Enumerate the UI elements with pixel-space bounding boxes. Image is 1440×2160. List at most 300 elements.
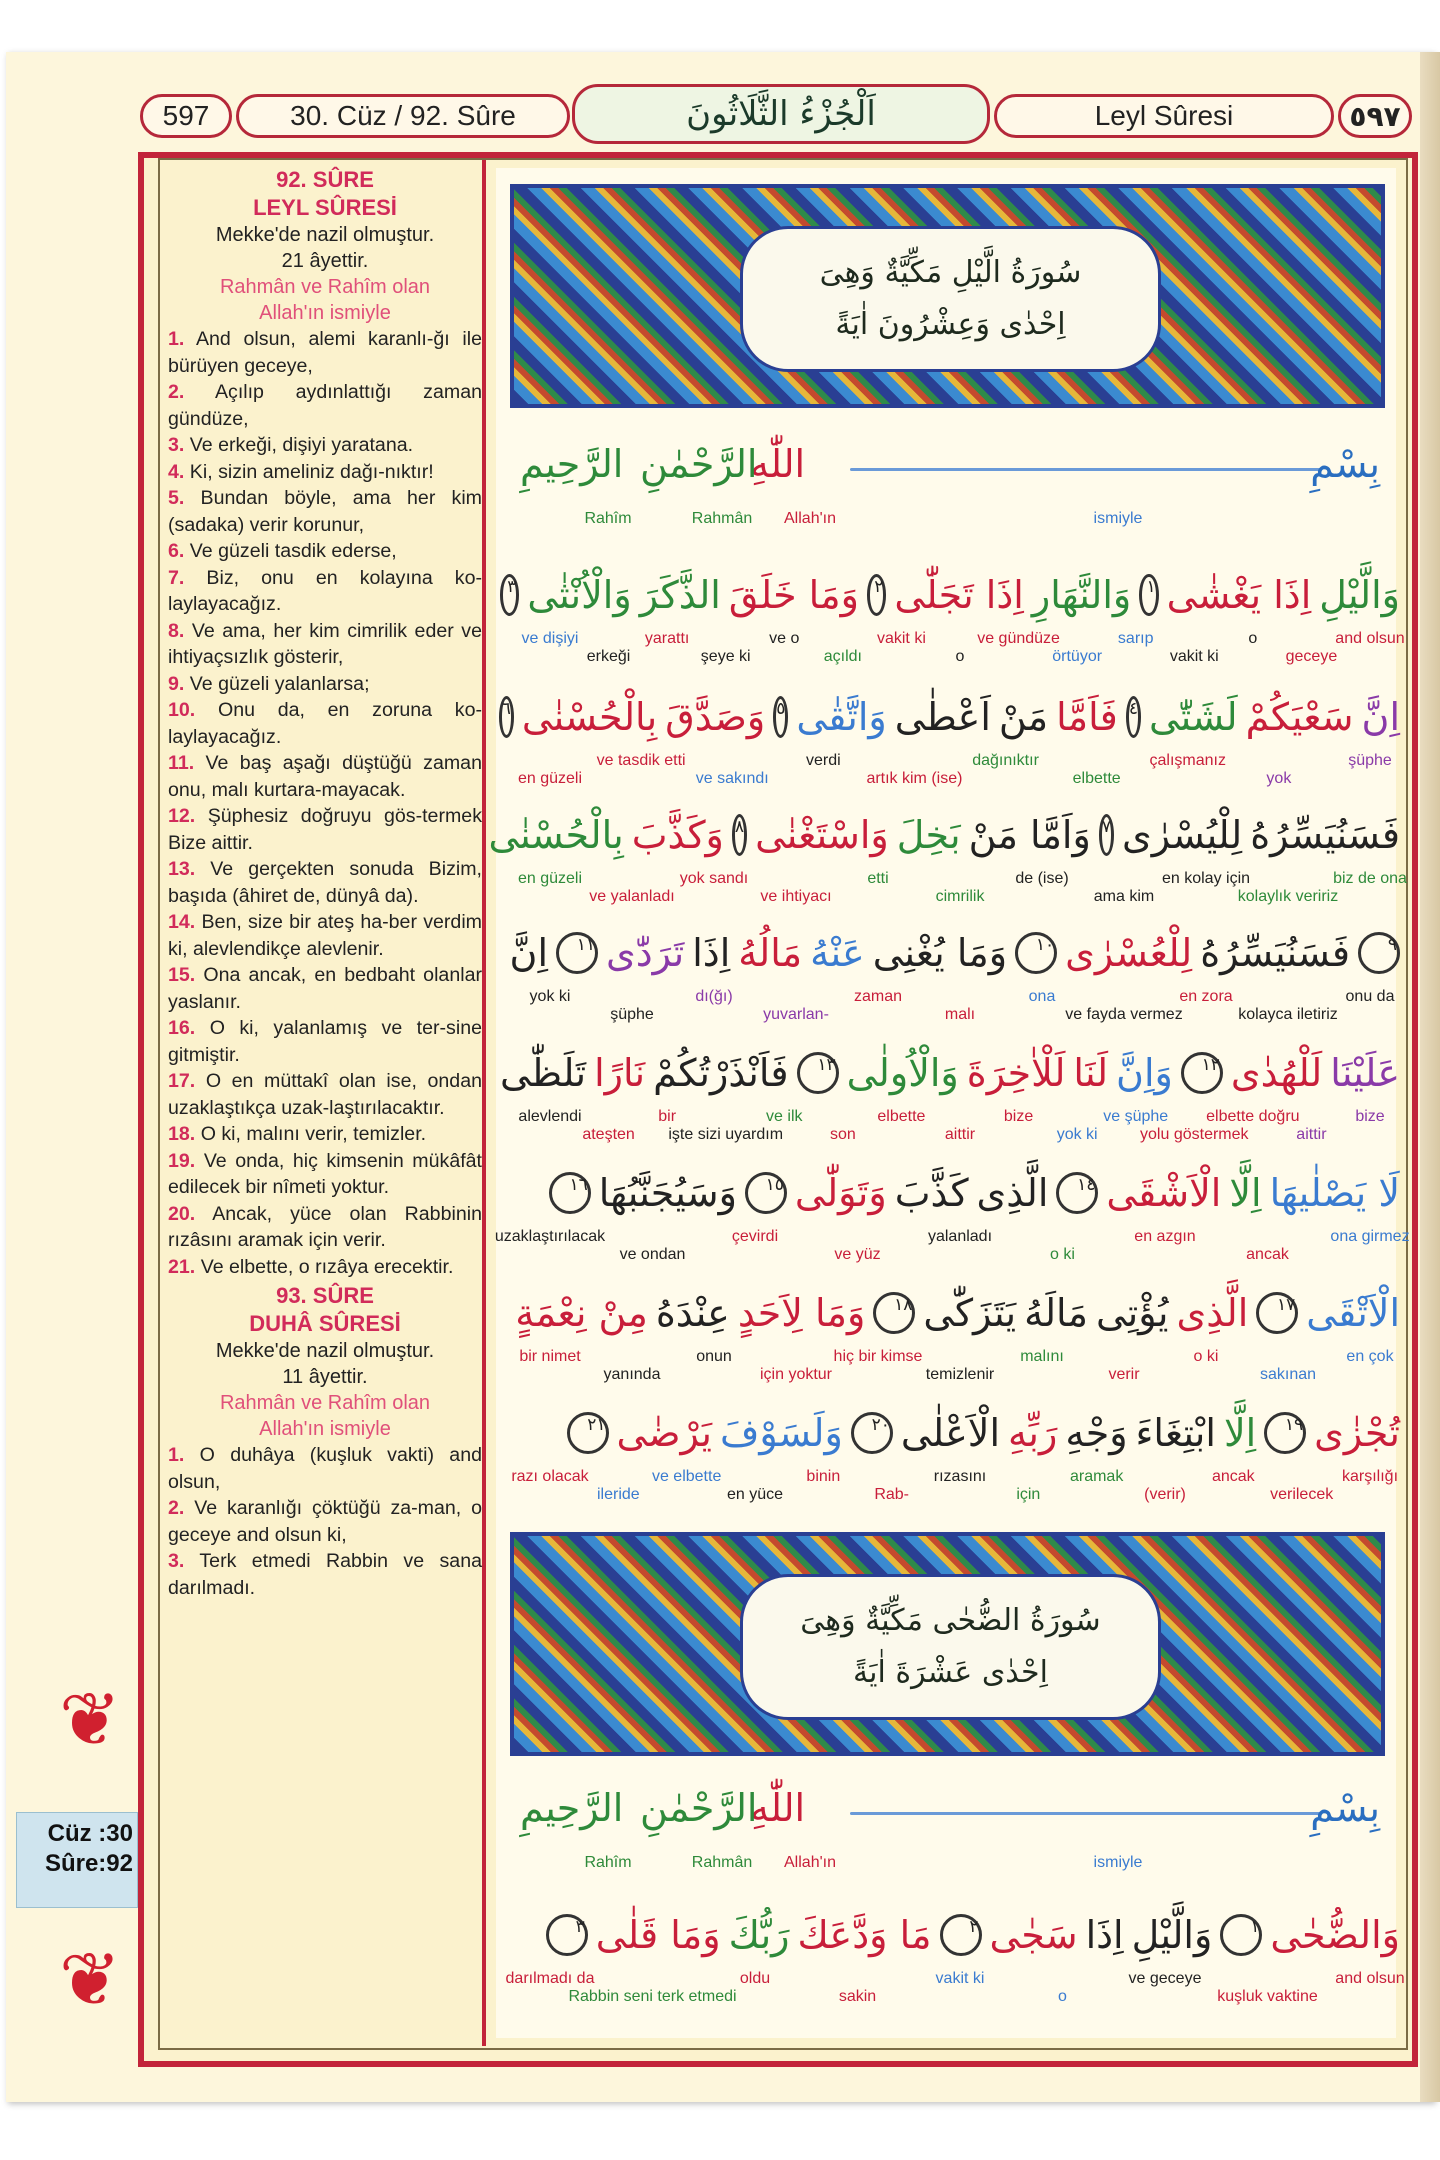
word-translation: son [829,1126,856,1143]
interlinear-translation-line [500,1348,1400,1398]
ayah-number-marker: ١٢ [1181,1052,1223,1094]
interlinear-translation-line [500,988,1400,1038]
arabic-word: فَاَنْذَرْتُكُمْ [653,1051,789,1095]
arabic-word: مَنْ [998,695,1049,739]
verse-translation [168,1548,482,1601]
word-translation: açıldı [823,648,862,665]
word-translation: bize [1003,1108,1034,1125]
verse-translation [168,459,482,486]
basmala-tr-rahim: Rahîm [584,510,632,527]
word-translation: kolayca iletiriz [1238,1006,1338,1023]
verse-translation [168,326,482,379]
verse-number: 2. [168,1497,185,1519]
arabic-verse-line [500,1158,1400,1228]
arabic-word: وَاتَّقٰى [796,695,887,739]
word-translation: ancak [1246,1246,1289,1263]
verse-translation [168,1254,482,1281]
sura92-banner-line1: سُورَةُ الَّيْلِ مَكِّيَّةٌ وَهِىَ [819,255,1082,290]
arabic-word: مَالُهُ [738,931,803,975]
sura92-banner [510,184,1385,408]
word-translation: ve fayda vermez [1065,1006,1183,1023]
word-translation: verilecek [1270,1486,1334,1503]
arabic-word: وَلَسَوْفَ [720,1411,843,1455]
word-translation: verir [1108,1366,1140,1383]
word-translation: dağınıktır [972,752,1039,769]
basmala-bism: بِسْمِ [1310,1786,1380,1830]
word-translation: yok ki [1056,1126,1098,1143]
arabic-word: وَمَا خَلَقَ [728,573,859,617]
verse-translation [168,909,482,962]
arabic-word: فَاَمَّا [1056,695,1118,739]
header-juz-arabic-text: اَلْجُزْءُ الثَّلَاثُونَ [686,94,876,134]
verse-translation [168,379,482,432]
word-translation: ve ilk [766,1108,803,1125]
word-translation: ileride [596,1486,640,1503]
arabic-word: وَاِنَّ [1116,1051,1173,1095]
word-translation: ve dişiyi [521,630,579,647]
sura92-meta-count: 21 âyettir. [281,250,369,272]
arabic-word: اِلَّا [1229,1171,1262,1215]
arabic-word: الَّذِى [1176,1291,1249,1335]
sura93-banner-cartouche [740,1574,1161,1720]
verse-translation [168,1068,482,1121]
arabic-word: الْاَشْقَى [1106,1171,1222,1215]
translation-column [168,162,482,2034]
word-translation: ama kim [1093,888,1155,905]
arabic-word: تَرَدّٰى [606,931,685,975]
header-cuz-sure-text: 30. Cüz / 92. Sûre [290,100,516,131]
arabic-word: الذَّكَرَ [639,573,721,617]
arabic-word: اِذَا يَغْشٰى [1166,573,1312,617]
header-sure-name [994,94,1334,138]
verse-text: Biz, onu en kolayına ko-laylayacağız. [168,566,482,615]
arabic-word: لِلْعُسْرٰى [1065,931,1193,975]
basmala-stroke [850,1812,1320,1815]
arabic-word: وَمَا لِاَحَدٍ [737,1291,866,1335]
verse-text: Bundan böyle, ama her kim (sadaka) verir korunur, [168,487,482,536]
word-translation: yuvarlan- [763,1006,829,1023]
basmala-92 [510,436,1390,506]
word-translation: hiç bir kimse [833,1348,923,1365]
arabic-word: اِنَّ [509,931,549,975]
verse-translation [168,1015,482,1068]
ayah-number-marker: ١١ [556,932,598,974]
word-translation: en güzeli [517,870,583,887]
word-translation: Rab- [874,1486,909,1503]
verse-number: 11. [168,752,195,774]
word-translation: bir [658,1108,677,1125]
basmala-rahman: الرَّحْمٰنِ [640,1786,758,1830]
arabic-verse-line [500,1398,1400,1468]
word-translation: erkeği [586,648,631,665]
interlinear-translation-line [500,870,1407,920]
word-translation: vakit ki [876,630,926,647]
arabic-word: اِذَا [1085,1913,1124,1957]
basmala-bism: بِسْمِ [1310,442,1380,486]
ayah-number-marker: ٢٠ [851,1412,893,1454]
arabic-word: رَبِّهِ [1008,1411,1058,1455]
arabic-word: سَجٰى [989,1913,1078,1957]
word-translation: onun [696,1348,732,1365]
word-translation: yok [1266,770,1292,787]
word-translation: vakit ki [935,1970,985,1987]
arabic-word: فَسَنُيَسِّرُهُ [1200,931,1350,975]
arabic-word: عِنْدَهُ [655,1291,730,1335]
word-translation: cimrilik [935,888,985,905]
arabic-verse-line [500,1278,1400,1348]
arabic-word: يَتَزَكّٰى [923,1291,1017,1335]
word-translation: ve yalanladı [589,888,675,905]
basmala-92-translation [500,510,1400,560]
basmala-allah: اللّٰهِ [750,1786,806,1830]
verse-translation [168,565,482,618]
basmala-tr-ismiyle: ismiyle [1093,1854,1143,1871]
word-translation: yok sandı [679,870,749,887]
tab-cuz: Cüz :30 [47,1820,133,1847]
arabic-word: وَالَّيْلِ [1131,1913,1213,1957]
word-translation: ona [1028,988,1056,1005]
word-translation: dı(ğı) [695,988,733,1005]
ayah-number-marker: ١ [1139,574,1158,616]
ayah-number-marker: ٢ [940,1914,982,1956]
arabic-word: عَلَيْنَا [1330,1051,1400,1095]
basmala-tr-allah: Allah'ın [784,510,836,527]
ayah-number-marker: ١ [1220,1914,1262,1956]
word-translation: bize [1355,1108,1385,1125]
verse-translation [168,538,482,565]
word-translation: en kolay için [1161,870,1251,887]
word-translation: ateşten [582,1126,635,1143]
verse-text: Ve güzeli tasdik ederse, [189,540,397,562]
sura92-meta-place: Mekke'de nazil olmuştur. [215,224,435,246]
cuz-sure-tab[interactable] [16,1812,138,1908]
word-translation: and olsun [1335,1970,1405,1987]
verse-translation [168,750,482,803]
floral-ornament-icon: ❦ [58,1937,121,2023]
word-translation: artık kim (ise) [866,770,963,787]
verse-number: 9. [168,672,185,695]
ayah-number-marker: ٤ [1126,696,1141,738]
sura92-verse-list [168,326,482,1280]
verse-text: Şüphesiz doğruyu gös-termek Bize aittir. [168,805,482,854]
arabic-word: لَلْاٰخِرَةَ [966,1051,1066,1095]
verse-number: 16. [168,1017,196,1039]
arabic-word: يُؤْتِى [1096,1291,1169,1335]
sura92-name: LEYL SÛRESİ [253,195,397,220]
arabic-word: وَالْاُنْثٰى [527,573,632,617]
basmala-93 [510,1780,1390,1850]
verse-number: 1. [168,328,185,350]
arabic-verse-line [500,1038,1400,1108]
page-number-right [1338,94,1412,138]
verse-number: 6. [168,540,185,562]
basmala-93-translation [500,1854,1400,1904]
word-translation: sarıp [1117,630,1154,647]
word-translation: yok ki [529,988,571,1005]
word-translation: aittir [1296,1126,1327,1143]
arabic-word: الَّذِى [976,1171,1049,1215]
arabic-verse-line [488,800,1400,870]
arabic-word: بِالْحُسْنٰى [488,813,624,857]
verse-text: Ve onda, hiç kimsenin mükâfât edilecek bir nîmeti yoktur. [168,1149,482,1198]
verse-text: Ve güzeli yalanlarsa; [189,672,370,695]
word-translation: o [955,648,965,665]
verse-text: Ben, size bir ateş ha-ber verdim ki, alevlendikçe alevlenir. [168,911,482,960]
word-translation: o ki [1193,1348,1219,1365]
arabic-word: لَا يَصْلٰيهَا [1269,1171,1400,1215]
header-juz-arabic [572,84,990,144]
arabic-word: الْاَتْقَى [1306,1291,1400,1335]
arabic-word: وَالضُّحٰى [1270,1913,1400,1957]
verse-number: 12. [168,805,196,827]
sura92-banner-cartouche [740,226,1161,372]
ayah-number-marker: ٣ [546,1914,588,1956]
interlinear-translation-line [500,630,1405,680]
ayah-number-marker: ٦ [499,696,514,738]
ayah-number-marker: ١٤ [1056,1172,1098,1214]
arabic-word: بَخِلَ [896,813,961,857]
word-translation: çalışmanız [1149,752,1226,769]
basmala-tr-allah: Allah'ın [784,1854,836,1871]
ayah-number-marker: ٢١ [567,1412,609,1454]
page-number-left [140,94,232,138]
ayah-number-marker: ١٧ [1256,1292,1298,1334]
arabic-word: اِذَا [692,931,731,975]
arabic-word: وَكَذَّبَ [631,813,724,857]
ayah-number-marker: ١٩ [1264,1412,1306,1454]
word-translation: ona girmez [1330,1228,1410,1245]
verse-text: Ki, sizin ameliniz dağı-nıktır! [189,460,434,483]
ayah-number-marker: ٥ [773,696,788,738]
ayah-number-marker: ١٣ [797,1052,839,1094]
word-translation: işte sizi uyardım [668,1126,784,1143]
sura93-banner-line1: سُورَةُ الضُّحٰى مَكِّيَّةٌ وَهِىَ [800,1603,1101,1638]
arabic-word: عَنْهُ [810,931,865,975]
arabic-word: وَمَا قَلٰى [595,1913,721,1957]
basmala-tr-rahim: Rahîm [584,1854,632,1871]
word-translation: örtüyor [1052,648,1103,665]
header-sure-name-text: Leyl Sûresi [1094,100,1234,131]
verse-translation [168,1148,482,1201]
verse-translation [168,485,482,538]
word-translation: yalanladı [927,1228,993,1245]
verse-number: 2. [168,381,185,403]
sura93-verse-list [168,1442,482,1601]
word-translation: alevlendi [518,1108,582,1125]
word-translation: bir nimet [519,1348,581,1365]
verse-translation [168,618,482,671]
basmala-tr-rahman: Rahmân [691,510,753,527]
word-translation: (verir) [1144,1486,1186,1503]
verse-number: 19. [168,1149,196,1172]
word-translation: oldu [739,1970,771,1987]
arabic-verse-line [500,560,1400,630]
arabic-word: وَصَدَّقَ [665,695,766,739]
word-translation: ve ondan [619,1246,686,1263]
verse-text: Ve karanlığı çöktüğü za-man, o geceye and olsun ki, [168,1497,482,1546]
arabic-word: كَذَّبَ [894,1171,969,1215]
verse-translation [168,1495,482,1548]
verse-number: 10. [168,699,196,721]
word-translation: verdi [805,752,841,769]
verse-text: Ancak, yüce olan Rabbinin rızâsını aramak için verir. [168,1202,482,1251]
word-translation: geceye [1285,648,1338,665]
word-translation: çevirdi [731,1228,779,1245]
arabic-word: تُجْزٰى [1314,1411,1400,1455]
word-translation: rızasını [933,1468,987,1485]
verse-text: Onu da, en zoruna ko-laylayacağız. [168,699,482,748]
arabic-word: وَجْهِ [1065,1411,1128,1455]
verse-translation [168,962,482,1015]
sura93-banner-line2: اِحْدٰى عَشْرَةَ اٰيَةً [853,1655,1048,1690]
verse-translation [168,803,482,856]
arabic-word: اِلَّا [1223,1411,1257,1455]
word-translation: en azgın [1134,1228,1196,1245]
arabic-word: ابْتِغَاءَ [1135,1411,1216,1455]
word-translation: binin [806,1468,841,1485]
arabic-word: رَبُّكَ [728,1913,790,1957]
arabic-verse-line [500,1900,1400,1970]
verse-number: 8. [168,619,185,642]
word-translation: and olsun [1335,630,1405,647]
arabic-word: تَلَظّٰى [500,1051,587,1095]
verse-number: 13. [168,858,196,880]
sura93-banner [510,1532,1385,1756]
ayah-number-marker: ١٥ [745,1172,787,1214]
basmala-rahman: الرَّحْمٰنِ [640,442,758,486]
word-translation: için yoktur [759,1366,833,1383]
verse-text: Ve erkeği, dişiyi yaratana. [189,434,414,456]
word-translation: ancak [1211,1468,1255,1485]
verse-translation [168,432,482,459]
verse-translation [168,1121,482,1148]
verse-text: Ve ama, her kim cimrilik eder ve ihtiyaçsızlık gösterir, [168,619,482,668]
verse-translation [168,1201,482,1254]
arabic-word: نَارًا [594,1051,646,1095]
ayah-number-marker: ٩ [1358,932,1400,974]
word-translation: en güzeli [517,770,583,787]
page-edge [1420,52,1440,2102]
basmala-allah: اللّٰهِ [750,442,806,486]
word-translation: ve geceye [1128,1970,1202,1987]
page-number-left-text: 597 [162,100,210,131]
word-translation: şüphe [1348,752,1392,769]
word-translation: malı [944,1006,976,1023]
verse-text: O ki, yalanlamış ve ter-sine gitmiştir. [168,1017,482,1066]
arabic-word: لَشَتّٰى [1148,695,1238,739]
word-translation: zaman [853,988,903,1005]
word-translation: kuşluk vaktine [1217,1988,1318,2005]
arabic-word: وَاسْتَغْنٰى [755,813,889,857]
interlinear-translation-line [500,752,1400,802]
sura93-number: 93. SÛRE [276,1283,374,1308]
column-divider [482,160,486,2046]
word-translation: darılmadı da [505,1970,595,1987]
ayah-number-marker: ١٦ [549,1172,591,1214]
word-translation: yarattı [644,630,690,647]
basmala-rahim: الرَّحِيمِ [520,1786,624,1830]
verse-text: O en müttakî olan ise, ondan uzaklaştıkça uzak-laştırılacaktır. [168,1070,482,1119]
arabic-word: مَالَهُ [1024,1291,1088,1335]
word-translation: elbette [877,1108,926,1125]
arabic-word: اِذَا تَجَلّٰى [894,573,1024,617]
verse-translation [168,697,482,750]
verse-text: Ve elbette, o rızâya erecektir. [200,1255,454,1278]
basmala-tr-rahman: Rahmân [691,1854,753,1871]
verse-translation [168,671,482,698]
word-translation: elbette [1072,770,1121,787]
arabic-word: اِنَّ [1361,695,1400,739]
word-translation: en yüce [726,1486,784,1503]
verse-number: 7. [168,566,185,589]
sura93-name: DUHÂ SÛRESİ [249,1311,401,1336]
interlinear-translation-line [500,1970,1405,2020]
word-translation: en çok [1346,1348,1394,1365]
word-translation: vakit ki [1169,648,1219,665]
verse-translation [168,1442,482,1495]
ayah-number-marker: ٢ [867,574,886,616]
basmala-rahim: الرَّحِيمِ [520,442,624,486]
arabic-word: بِالْحُسْنٰى [521,695,658,739]
arabic-word: وَتَوَلّٰى [794,1171,887,1215]
arabic-verse-line [500,918,1400,988]
verse-number: 21. [168,1255,196,1278]
word-translation: ve gündüze [977,630,1060,647]
word-translation: yanında [603,1366,661,1383]
verse-number: 3. [168,434,185,456]
verse-text: Ve baş aşağı düştüğü zaman onu, malı kurtara-mayacak. [168,752,482,801]
ayah-number-marker: ١٨ [873,1292,915,1334]
header-cuz-sure [236,94,570,138]
sura93-meta-count: 11 âyettir. [282,1366,368,1388]
verse-number: 1. [168,1444,185,1466]
verse-text: O duhâya (kuşluk vakti) and olsun, [168,1444,482,1493]
word-translation: onu da [1345,988,1395,1005]
floral-ornament-icon: ❦ [58,1677,121,1763]
arabic-word: وَالَّيْلِ [1319,573,1400,617]
word-translation: biz de ona [1333,870,1407,887]
verse-number: 15. [168,964,196,986]
basmala-stroke [850,468,1320,471]
verse-number: 17. [168,1070,196,1092]
arabic-word: مِنْ نِعْمَةٍ [515,1291,648,1335]
word-translation: malını [1020,1348,1064,1365]
word-translation: uzaklaştırılacak [494,1228,606,1245]
arabic-word: وَمَا يُغْنِى [872,931,1008,975]
verse-number: 3. [168,1550,185,1572]
word-translation: ve tasdik etti [596,752,686,769]
ayah-number-marker: ١٠ [1015,932,1057,974]
verse-text: Ve gerçekten sonuda Bizim, başıda (âhiret de, dünyâ da). [168,858,482,907]
arabic-word: فَسَنُيَسِّرُهُ [1250,813,1400,857]
word-translation: elbette doğru [1206,1108,1300,1125]
sura93-bismillah-1: Rahmân ve Rahîm olan [219,1392,431,1414]
tab-sure: Sûre:92 [44,1850,133,1877]
verse-number: 20. [168,1202,196,1225]
basmala-tr-ismiyle: ismiyle [1093,510,1143,527]
word-translation: şüphe [610,1006,654,1023]
word-translation: sakınan [1259,1366,1317,1383]
word-translation: ve ihtiyacı [760,888,832,905]
word-translation: ve yüz [834,1246,881,1263]
arabic-word: وَاَمَّا مَنْ [968,813,1091,857]
ayah-number-marker: ٧ [1099,814,1114,856]
arabic-word: لِلْيُسْرٰى [1121,813,1243,857]
interlinear-translation-line [500,1468,1400,1518]
sura92-number: 92. SÛRE [276,167,374,192]
word-translation: ve o [769,630,800,647]
word-translation: yolu göstermek [1140,1126,1249,1143]
